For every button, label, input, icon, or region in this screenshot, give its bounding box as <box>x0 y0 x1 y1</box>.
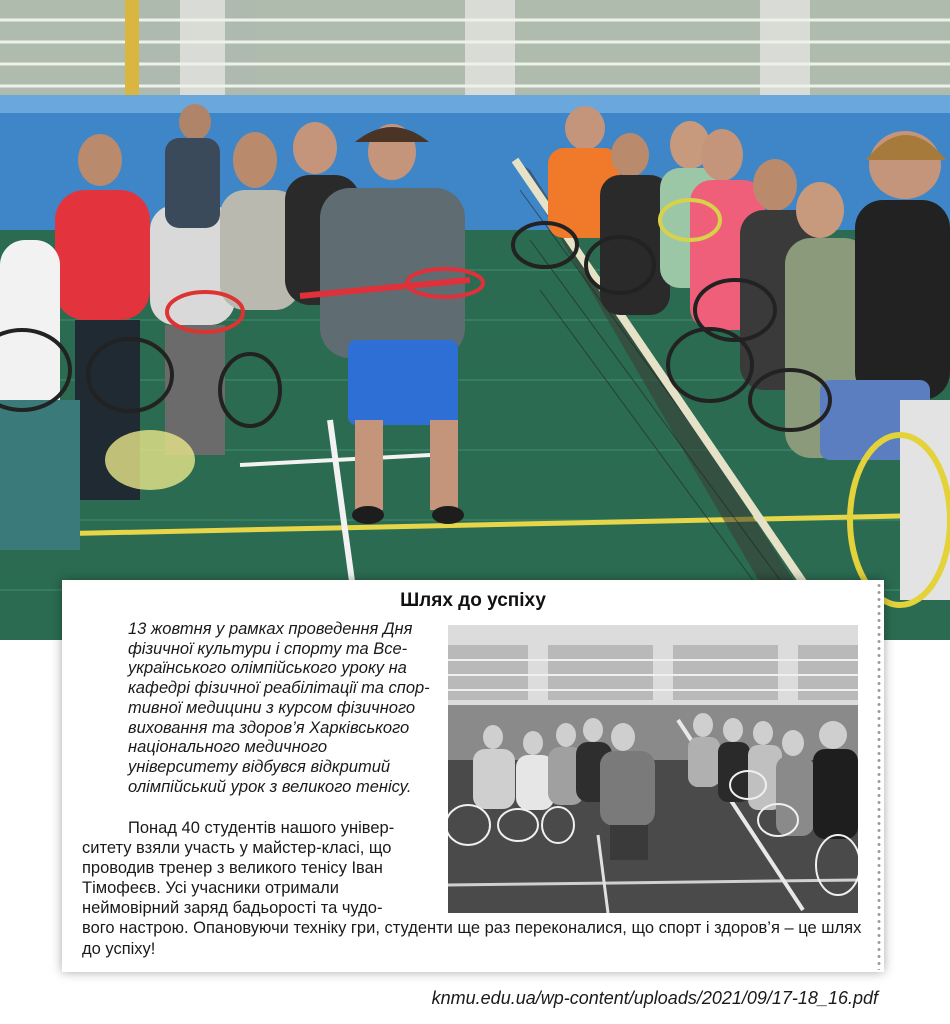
article-body-column <box>82 818 438 918</box>
article-body-paragraph: Понад 40 студентів нашого універ-ситету взяли участь у майстер-класі, що проводив тренер з великого тенісу Іван Тімофеєв. Усі учасники отримали неймовірний заряд бадьорості та чудо- <box>82 819 395 917</box>
article-lead: 13 жовтня у рамках проведення Дня фізичної культури і спорту та Все-українського олімпійського уроку на кафедрі фізичної реабілітації та спор-тивної медицини з курсом фізичного виховання та здоров’я Харківського національного медичного університету відбувся відкритий олімпійський урок з великого тенісу. <box>128 620 430 796</box>
dotted-edge <box>876 582 882 970</box>
article-body-tail: вого настрою. Опановуючи техніку гри, студенти ще раз переконалися, що спорт і здоров’я – це шлях до успіху! <box>82 919 862 958</box>
inset-photo <box>448 625 858 913</box>
inset-bw-photo <box>448 625 858 913</box>
source-url: knmu.edu.ua/wp-content/uploads/2021/09/17-18_16.pdf <box>431 988 878 1008</box>
article-headline: Шлях до успіху <box>400 590 546 611</box>
